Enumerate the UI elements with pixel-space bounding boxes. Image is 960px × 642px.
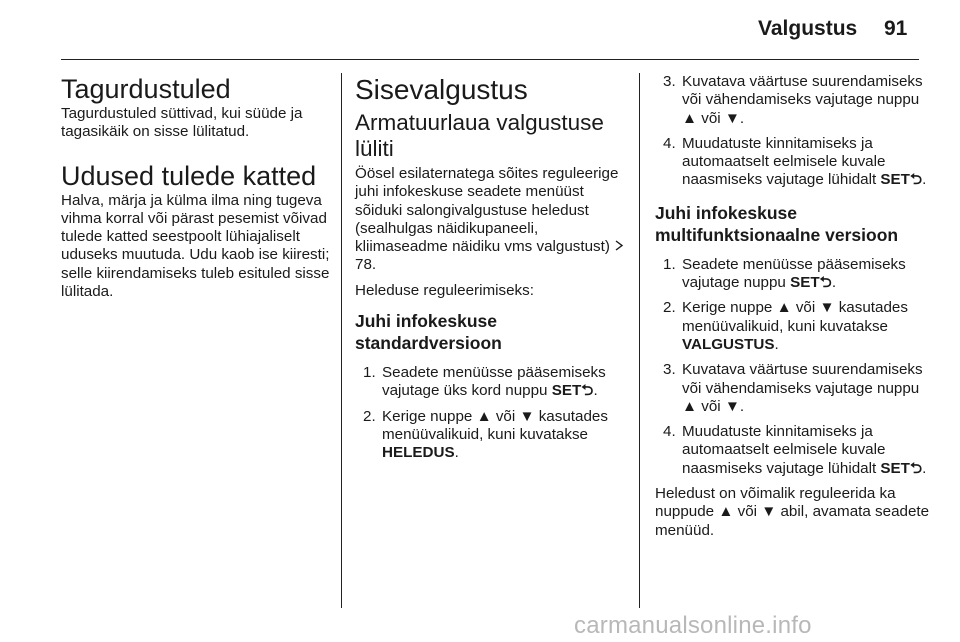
column-divider-2 <box>639 73 640 608</box>
section-heading-fogged-covers: Udused tulede katted <box>61 160 317 191</box>
list-item: 2. Kerige nuppe ▲ või ▼ kasutades menüüvalikuid, kuni kuvatakse HELEDUS. <box>363 407 608 462</box>
watermark: carmanualsonline.info <box>574 612 812 639</box>
steps-multifunction <box>655 256 930 478</box>
paragraph-quick-adjust: Heledust on võimalik reguleerida ka nuppude ▲ või ▼ abil, avamata seadete menüüd. <box>655 485 930 539</box>
header-divider <box>61 59 919 60</box>
return-arrow-icon: ⮌ <box>819 274 832 292</box>
page-ref-arrow-icon <box>614 238 625 256</box>
paragraph-brightness-intro: Heleduse reguleerimiseks: <box>355 281 534 299</box>
steps-standard-continued <box>655 73 930 190</box>
column-1 <box>61 73 331 301</box>
return-arrow-icon: ⮌ <box>581 382 594 400</box>
page-header-title: Valgustus <box>758 17 858 40</box>
list-item: 2. Kerige nuppe ▲ või ▼ kasutades menüüvalikuid, kuni kuvatakse VALGUSTUS. <box>663 299 908 353</box>
subheading-multifunction-version: Juhi infokeskuse multifunktsionaalne versioon <box>655 202 899 245</box>
list-item: 4. Muudatuste kinnitamiseks ja automaatselt eelmisele kuvale naasmiseks vajutage lühidalt SET⮌. <box>663 423 927 477</box>
column-3 <box>655 73 930 540</box>
list-item: 1. Seadete menüüsse pääsemiseks vajutage üks kord nuppu SET⮌. <box>363 364 606 400</box>
section-heading-interior-lighting: Sisevalgustus <box>355 74 528 105</box>
steps-standard <box>355 364 630 462</box>
page-number: 91 <box>884 17 908 40</box>
column-divider-1 <box>341 73 342 608</box>
return-arrow-icon: ⮌ <box>909 459 923 477</box>
paragraph-reversing-lights: Tagurdustuled süttivad, kui süüde ja tagasikäik on sisse lülitatud. <box>61 105 303 141</box>
paragraph-night-driving: Öösel esilaternatega sõites reguleerige juhi infokeskuse seadete menüüst sõiduki salongivalgustuse heledust (sealhulgas näidikupaneeli, kliimaseadme näidiku vms valgustust) 78. <box>355 165 630 275</box>
column-2 <box>355 73 630 463</box>
list-item: 1. Seadete menüüsse pääsemiseks vajutage nuppu SET⮌. <box>663 255 906 292</box>
list-item: 3. Kuvatava väärtuse suurendamiseks või vähendamiseks vajutage nuppu ▲ või ▼. <box>663 361 923 415</box>
return-arrow-icon: ⮌ <box>909 171 923 189</box>
subheading-standard-version: Juhi infokeskuse standardversioon <box>355 311 502 354</box>
section-heading-reversing-lights: Tagurdustuled <box>61 74 231 104</box>
subheading-dashboard-switch: Armatuurlaua valgustuse lüliti <box>355 110 604 161</box>
paragraph-fogged-covers: Halva, märja ja külma ilma ning tugeva vihma korral või pärast pesemist võivad tulede katted seestpoolt lühiajaliselt uduseks muutuda. Udu kaob ise kiiresti; selle kiirendamiseks tuleb esituled sisse lülitada. <box>61 191 330 301</box>
list-item: 3. Kuvatava väärtuse suurendamiseks või vähendamiseks vajutage nuppu ▲ või ▼. <box>663 73 923 127</box>
list-item: 4. Muudatuste kinnitamiseks ja automaatselt eelmisele kuvale naasmiseks vajutage lühidalt SET⮌. <box>663 134 927 189</box>
